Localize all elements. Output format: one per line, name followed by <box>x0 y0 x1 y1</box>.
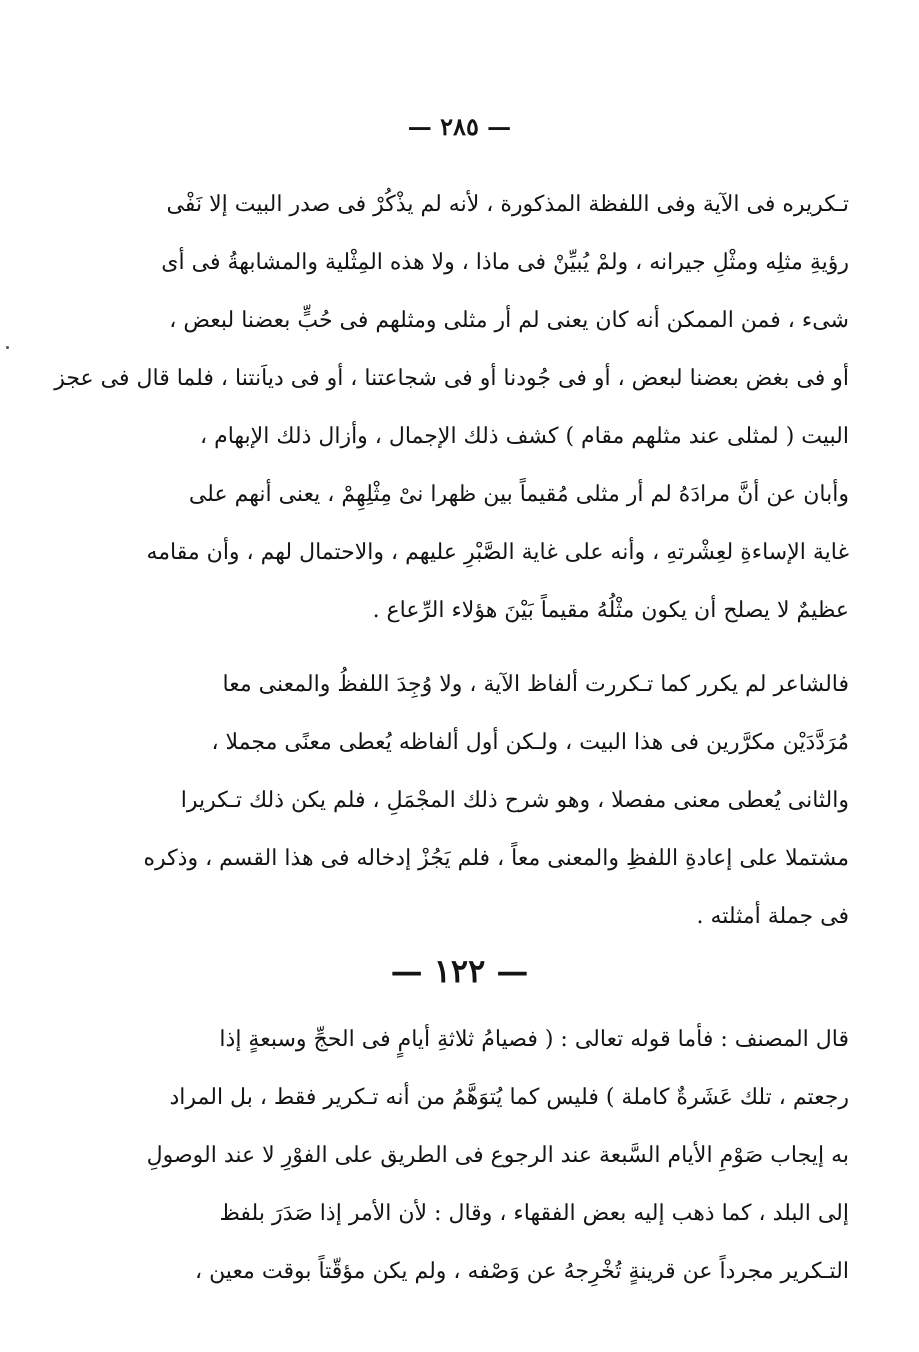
text-line: عظيمٌ لا يصلح أن يكون مثْلُهُ مقيماً بَيْنَ هؤلاء الرِّعاع . <box>372 598 849 623</box>
text-line: أو فى بغض بعضنا لبعض ، أو فى جُودنا أو فى شجاعتنا ، أو فى دياَنتنا ، فلما قال فى عجز <box>54 366 849 391</box>
text-line: تـكريره فى الآية وفى اللفظة المذكورة ، لأنه لم يذْكُرْ فى صدر البيت إلا نَفْى <box>166 192 849 217</box>
text-line: مشتملا على إعادةِ اللفظِ والمعنى معاً ، فلم يَجُزْ إدخاله فى هذا القسم ، وذكره <box>143 846 849 871</box>
text-line: رجعتم ، تلك عَشَرةٌ كاملة ) فليس كما يُتوَهَّمُ من أنه تـكرير فقط ، بل المراد <box>169 1085 849 1110</box>
text-line: قال المصنف : فأما قوله تعالى : ( فصيامُ ثلاثةِ أيامٍ فى الحجِّ وسبعةٍ إذا <box>219 1027 849 1052</box>
text-line: البيت ( لمثلى عند مثلهم مقام ) كشف ذلك الإجمال ، وأزال ذلك الإبهام ، <box>199 424 849 449</box>
text-line: فالشاعر لم يكرر كما تـكررت ألفاظ الآية ، ولا وُجِدَ اللفظُ والمعنى معا <box>222 672 849 697</box>
text-line: غاية الإساءةِ لعِشْرتهِ ، وأنه على غاية الصَّبْرِ عليهم ، والاحتمال لهم ، وأن مقامه <box>146 540 849 565</box>
text-line: رؤيةِ مثلِه ومثْلِ جيرانه ، ولمْ يُبيِّنْ فى ماذا ، ولا هذه المِثْلية والمشابهةُ فى أى <box>161 250 849 275</box>
section-number: — ١٢٢ — <box>390 952 529 990</box>
text-line: التـكرير مجرداً عن قرينةٍ تُخْرِجهُ عن وَصْفه ، ولم يكن مؤقّتاً بوقت معين ، <box>194 1259 849 1284</box>
page-number: — ٢٨٥ — <box>407 112 512 141</box>
text-line: فى جملة أمثلته . <box>696 904 849 929</box>
text-line: وأبان عن أنَّ مرادَهُ لم أر مثلى مُقيماً بين ظهرا نىْ مِثْلِهِمْ ، يعنى أنهم على <box>188 482 849 507</box>
text-line: شىء ، فمن الممكن أنه كان يعنى لم أر مثلى ومثلهم فى حُبٍّ بعضنا لبعض ، <box>169 308 849 333</box>
paragraph-1 <box>54 180 849 644</box>
text-line: إلى البلد ، كما ذهب إليه بعض الفقهاء ، وقال : لأن الأمر إذا صَدَرَ بلفظ <box>219 1201 849 1226</box>
text-line: به إيجاب صَوْمِ الأيام السَّبعة عند الرجوع فى الطريق على الفوْرِ لا عند الوصولِ <box>146 1143 849 1168</box>
paragraph-3 <box>146 1015 849 1305</box>
scan-speck <box>6 346 9 349</box>
paragraph-2 <box>143 660 849 950</box>
text-line: والثانى يُعطى معنى مفصلا ، وهو شرح ذلك المجْمَلِ ، فلم يكن ذلك تـكريرا <box>180 788 849 813</box>
text-line: مُرَدَّدَيْن مكرَّرين فى هذا البيت ، ولـكن أول ألفاظه يُعطى معنًى مجملا ، <box>211 730 849 755</box>
